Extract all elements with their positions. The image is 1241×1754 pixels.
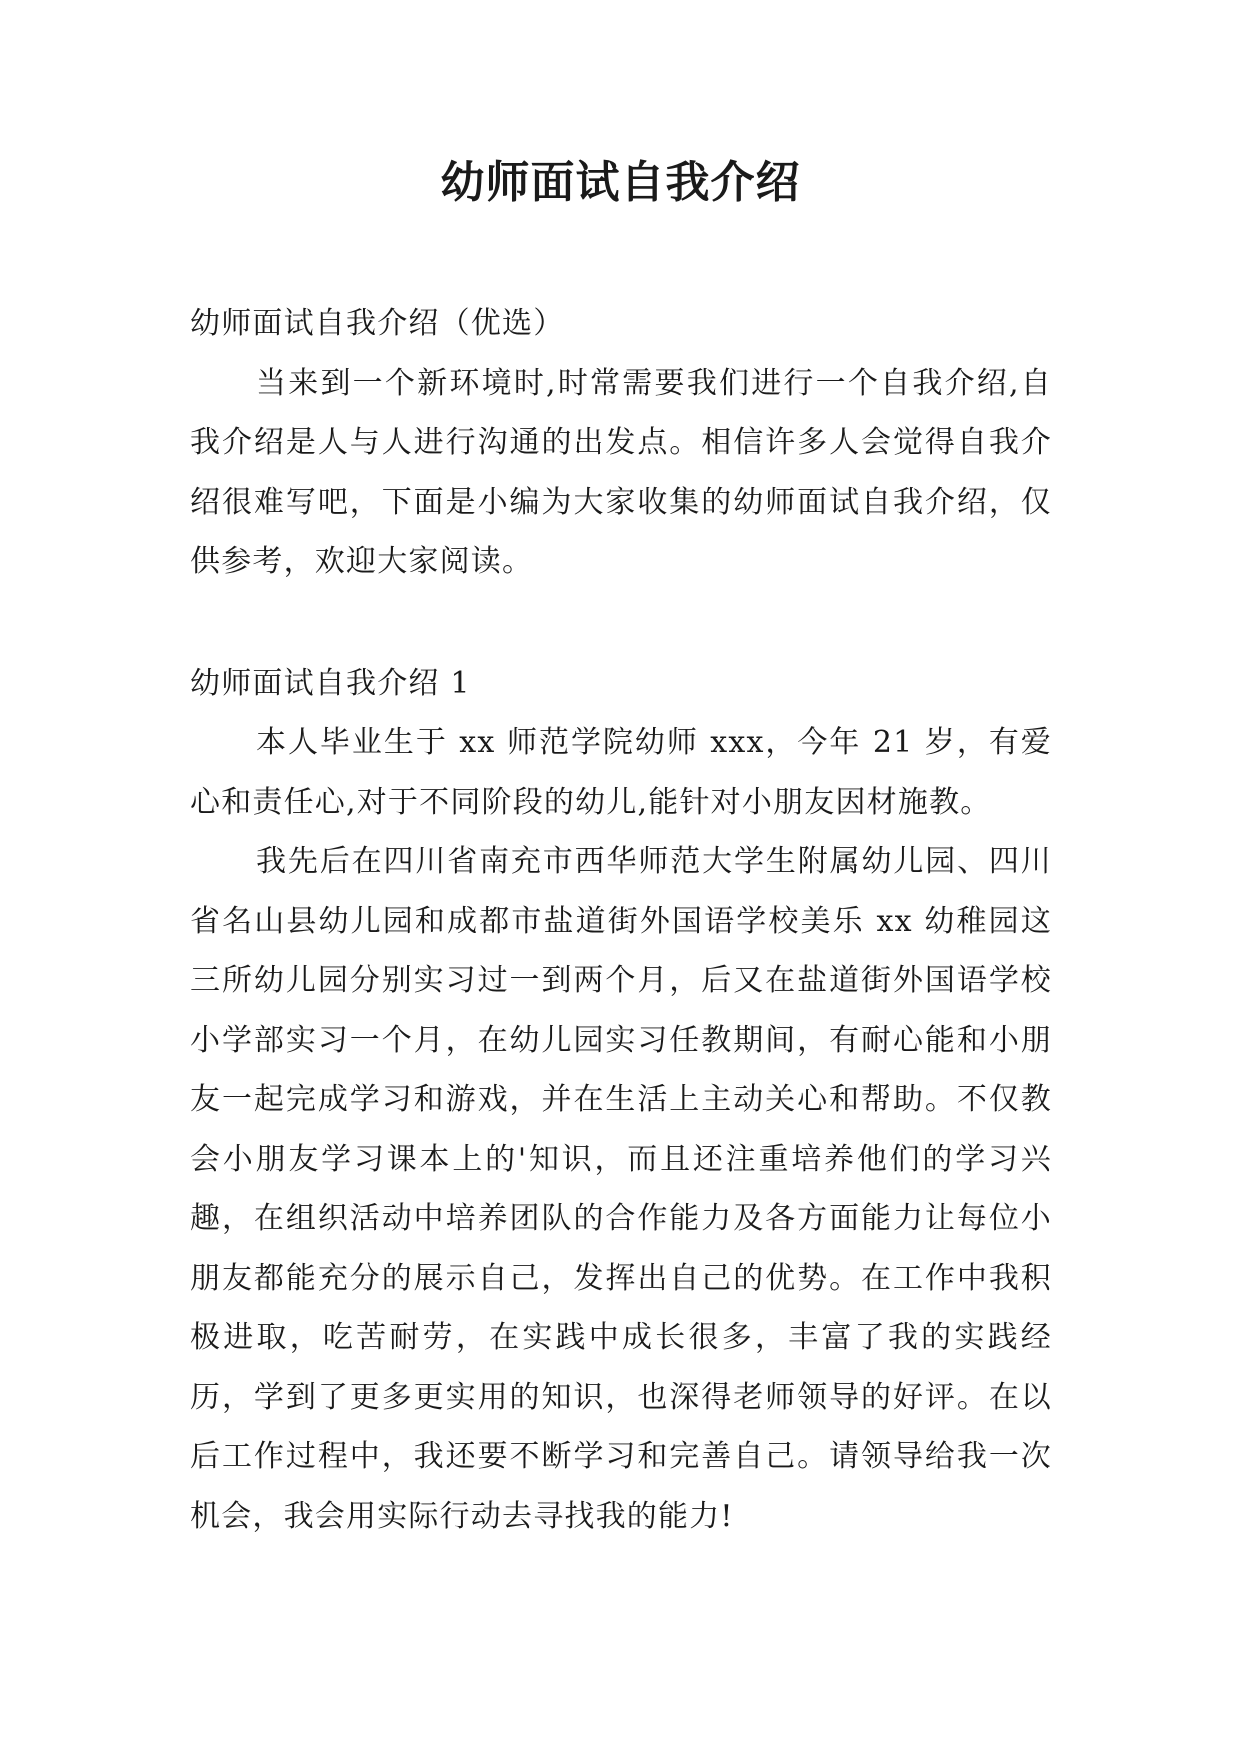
intro-paragraph: 当来到一个新环境时,时常需要我们进行一个自我介绍,自我介绍是人与人进行沟通的出发点。相信许多人会觉得自我介绍很难写吧，下面是小编为大家收集的幼师面试自我介绍，仅供参考，欢迎大家阅读。 (190, 365, 1052, 579)
section1-paragraph-2: 我先后在四川省南充市西华师范大学生附属幼儿园、四川省名山县幼儿园和成都市盐道街外国语学校美乐 xx 幼稚园这三所幼儿园分别实习过一到两个月，后又在盐道街外国语学校小学部实习一个月，在幼儿园实习任教期间，有耐心能和小朋友一起完成学习和游戏，并在生活上主动关心和帮助。不仅教会小朋友学习课本上的'知识，而且还注重培养他们的学习兴趣，在组织活动中培养团队的合作能力及各方面能力让每位小朋友都能充分的展示自己，发挥出自己的优势。在工作中我积极进取，吃苦耐劳，在实践中成长很多，丰富了我的实践经历，学到了更多更实用的知识，也深得老师领导的好评。在以后工作过程中，我还要不断学习和完善自己。请领导给我一次机会，我会用实际行动去寻找我的能力! (190, 844, 1052, 1534)
section1-paragraph-1: 本人毕业生于 xx 师范学院幼师 xxx，今年 21 岁，有爱心和责任心,对于不同阶段的幼儿,能针对小朋友因材施教。 (190, 725, 1052, 820)
intro-heading: 幼师面试自我介绍（优选） (190, 306, 565, 341)
section-spacer (190, 592, 1052, 654)
document-title: 幼师面试自我介绍 (440, 157, 801, 208)
section1-heading: 幼师面试自我介绍 1 (190, 665, 471, 701)
document-body (190, 294, 1052, 1546)
